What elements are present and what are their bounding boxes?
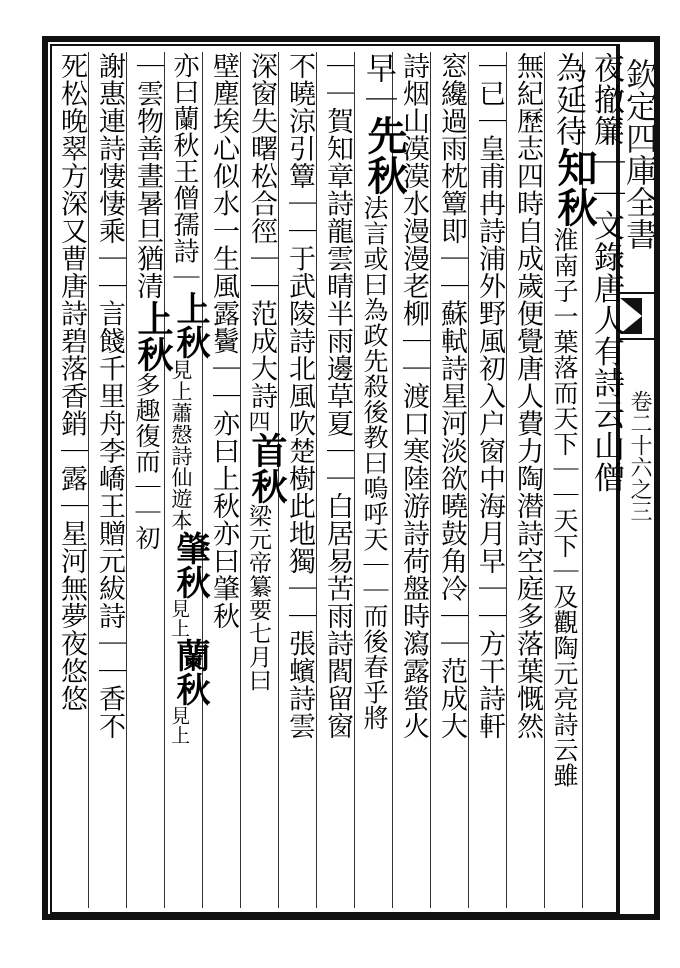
entry-heading: 首秋 bbox=[246, 432, 288, 504]
column-text: 淮南子一葉落而天下｜｜天下｜及觀陶元亮詩云雖 bbox=[550, 226, 579, 788]
column-text: 為延待 bbox=[550, 52, 586, 147]
column-text: 亦曰蘭秋王僧孺詩｜ bbox=[169, 52, 199, 291]
text-column-3 bbox=[508, 52, 542, 908]
entry-heading: 上秋 bbox=[132, 299, 174, 372]
book-title: 欽定四庫全書 bbox=[621, 58, 659, 250]
text-column-12 bbox=[166, 52, 210, 908]
column-text: 深窗失曙松合徑｜｜范成大詩 bbox=[246, 52, 277, 410]
text-column-14 bbox=[90, 52, 124, 908]
column-text: 多趣復而｜｜初 bbox=[132, 371, 161, 550]
column-text: 夜撤簾｜｜文錄唐人有詩云山僧 bbox=[588, 52, 624, 493]
column-text: ｜雲物善晝暑旦猶清 bbox=[132, 52, 163, 300]
entry-heading: 肇秋 bbox=[170, 530, 210, 599]
column-text: 見上 bbox=[168, 705, 190, 745]
text-column-5 bbox=[432, 52, 466, 908]
column-text: ｜已｜皇甫冉詩浦外野風初入户窗中海月早｜｜方干詩軒 bbox=[474, 52, 505, 740]
entry-heading: 蘭秋 bbox=[170, 637, 210, 706]
text-column-4 bbox=[470, 52, 504, 908]
text-column-11 bbox=[204, 52, 238, 908]
column-text: 見上 bbox=[168, 598, 190, 638]
column-text: 謝惠連詩悽悽乘｜｜言餞千里舟李嶠王贈元紱詩｜｜香不 bbox=[94, 52, 125, 740]
entry-heading: 先秋 bbox=[361, 115, 408, 195]
column-text: 四 bbox=[245, 409, 270, 432]
text-column-7 bbox=[356, 52, 408, 908]
text-column-10 bbox=[242, 52, 288, 908]
column-text: 梁元帝纂要七月曰 bbox=[245, 504, 271, 692]
column-text: 法言或曰為政先殺後教曰嗚呼天｜｜而後春乎將 bbox=[360, 195, 389, 731]
column-text: 無紀歷志四時自成歲便覺唐人費力陶潜詩空庭多落葉慨然 bbox=[512, 52, 543, 740]
text-column-15 bbox=[52, 52, 86, 908]
entry-heading: 知秋 bbox=[551, 146, 598, 227]
entry-heading: 上秋 bbox=[170, 290, 210, 359]
column-text: 詩烟山漠漠水漫漫老柳｜｜渡口寒陸游詩荷盤時瀉露螢火 bbox=[398, 52, 429, 740]
column-text: ｜｜賀知章詩龍雲晴半雨邊草夏｜｜白居易苦雨詩閻留窗 bbox=[322, 52, 353, 740]
column-text: 見上蕭慤詩仙遊本 bbox=[169, 358, 193, 531]
column-text: 死松晚翠方深又曹唐詩碧落香銷｜露｜星河無夢夜悠悠 bbox=[56, 52, 87, 712]
text-column-8 bbox=[318, 52, 352, 908]
column-text: 窓纔過雨枕簟即｜｜蘇軾詩星河淡欲曉鼓角冷｜｜范成大 bbox=[436, 52, 467, 740]
volume-number: 卷二十六之三 bbox=[627, 390, 652, 522]
column-text: 不曉涼引簟｜｜于武陵詩北風吹楚樹此地獨｜｜張蠙詩雲 bbox=[284, 52, 315, 740]
text-column-13 bbox=[128, 52, 174, 908]
column-text: 早｜ bbox=[360, 52, 396, 115]
column-text: 壁塵埃心似水一生風露鬢｜｜亦曰上秋亦曰肇秋 bbox=[208, 52, 239, 630]
text-column-2 bbox=[546, 52, 598, 908]
